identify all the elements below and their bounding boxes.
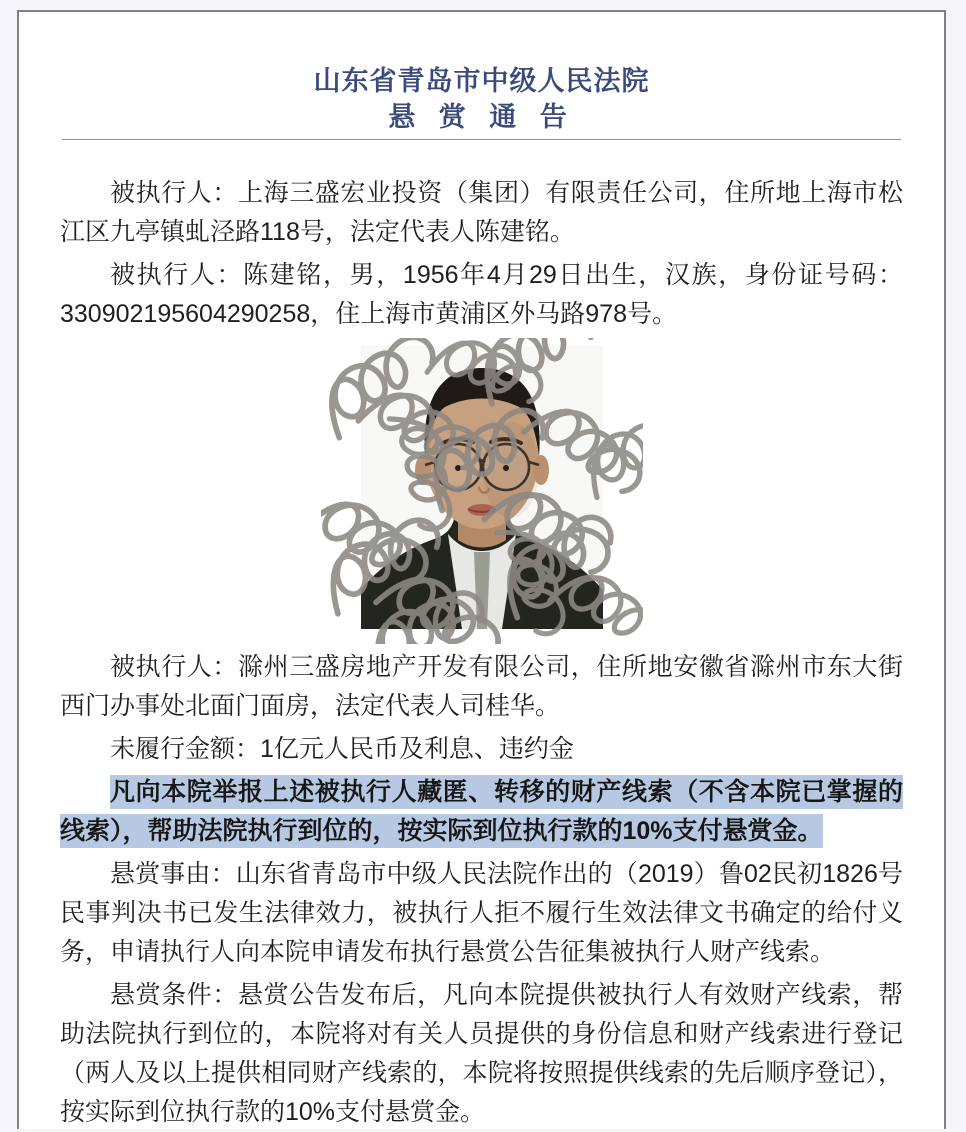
paragraph-defendant-company-1: 被执行人：上海三盛宏业投资（集团）有限责任公司，住所地上海市松江区九亭镇虬泾路118号，法定代表人陈建铭。 xyxy=(60,179,903,246)
paragraph-reward-conditions: 悬赏条件：悬赏公告发布后，凡向本院提供被执行人有效财产线索，帮助法院执行到位的，本院将对有关人员提供的身份信息和财产线索进行登记（两人及以上提供相同财产线索的，本院将按照提供线索的先后顺序登记），按实际到位执行款的10%支付悬赏金。 xyxy=(60,981,903,1126)
notice-title: 悬 赏 通 告 xyxy=(388,102,575,132)
paragraph-reward-statement xyxy=(60,773,903,851)
highlighted-reward-text: 凡向本院举报上述被执行人藏匿、转移的财产线索（不含本院已掌握的线索），帮助法院执行到位的，按实际到位执行款的10%支付悬赏金。 xyxy=(60,775,903,848)
paragraph-reward-reason: 悬赏事由：山东省青岛市中级人民法院作出的（2019）鲁02民初1826号民事判决书已发生法律效力，被执行人拒不履行生效法律文书确定的给付义务，申请执行人向本院申请发布执行悬赏公告征集被执行人财产线索。 xyxy=(60,860,903,966)
paragraph-unfulfilled-amount: 未履行金额：1亿元人民币及利息、违约金 xyxy=(110,735,574,763)
court-name-title: 山东省青岛市中级人民法院 xyxy=(313,66,650,96)
defendant-photo xyxy=(321,338,643,644)
paragraph-defendant-person: 被执行人：陈建铭，男，1956年4月29日出生，汉族，身份证号码：330902195604290258，住上海市黄浦区外马路978号。 xyxy=(60,261,903,328)
title-divider xyxy=(62,139,901,140)
defendant-photo-graphic xyxy=(321,338,643,644)
court-notice-document xyxy=(17,10,946,1129)
paragraph-defendant-company-2: 被执行人：滁州三盛房地产开发有限公司，住所地安徽省滁州市东大街西门办事处北面门面房，法定代表人司桂华。 xyxy=(60,653,903,720)
